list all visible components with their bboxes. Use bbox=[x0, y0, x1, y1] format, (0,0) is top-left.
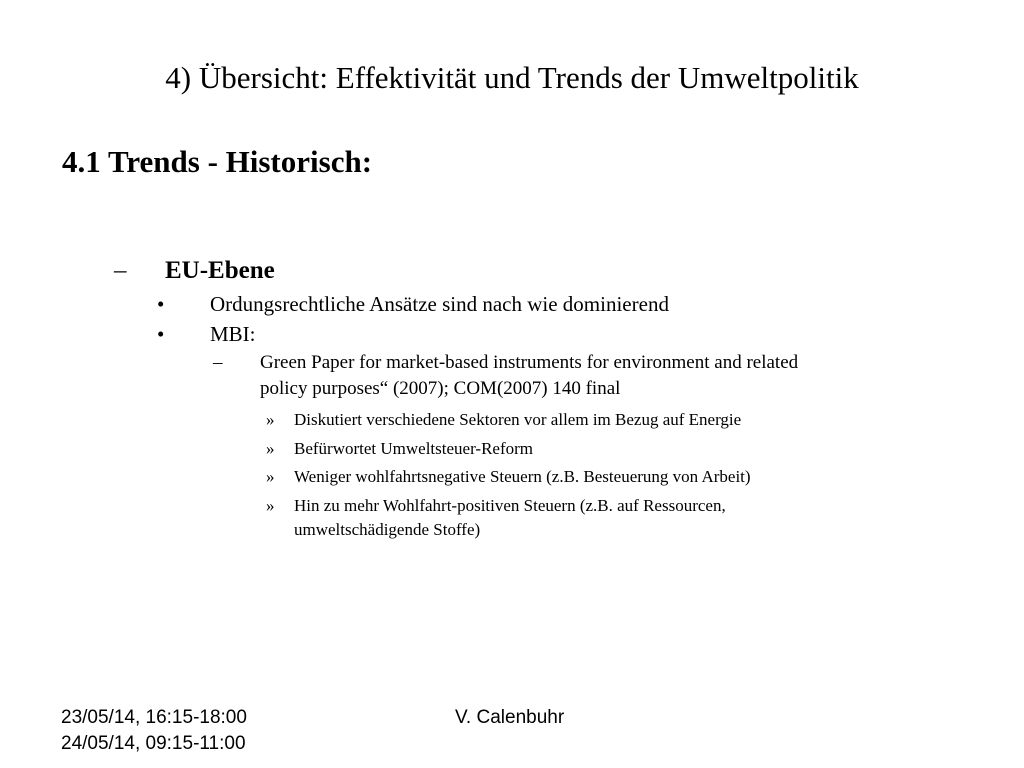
slide-title: 4) Übersicht: Effektivität und Trends der Umweltpolitik bbox=[165, 60, 859, 95]
chevron-marker: » bbox=[266, 439, 275, 458]
footer-dates bbox=[61, 705, 247, 757]
point-text: Weniger wohlfahrtsnegative Steuern (z.B. Besteuerung von Arbeit) bbox=[294, 467, 751, 486]
footer-author: V. Calenbuhr bbox=[455, 707, 565, 728]
dash-marker: – bbox=[213, 352, 223, 373]
footer-date-line: 24/05/14, 09:15-11:00 bbox=[61, 733, 246, 754]
outline-heading-eu-ebene: EU-Ebene bbox=[165, 257, 275, 284]
bullet-marker: • bbox=[157, 322, 165, 346]
chevron-marker: » bbox=[266, 410, 275, 429]
point-text: Befürwortet Umweltsteuer-Reform bbox=[294, 439, 533, 458]
chevron-marker: » bbox=[266, 467, 275, 486]
point-text: Diskutiert verschiedene Sektoren vor allem im Bezug auf Energie bbox=[294, 410, 742, 429]
green-paper-line: Green Paper for market-based instruments for environment and related bbox=[260, 352, 799, 373]
dash-marker: – bbox=[114, 257, 127, 284]
green-paper-line: policy purposes“ (2007); COM(2007) 140 final bbox=[260, 378, 621, 399]
point-text: Hin zu mehr Wohlfahrt-positiven Steuern (z.B. auf Ressourcen, bbox=[294, 496, 726, 515]
chevron-marker: » bbox=[266, 496, 275, 515]
bullet-text: Ordungsrechtliche Ansätze sind nach wie dominierend bbox=[210, 292, 669, 316]
footer-date-line: 23/05/14, 16:15-18:00 bbox=[61, 707, 247, 728]
section-heading: 4.1 Trends - Historisch: bbox=[62, 144, 373, 179]
point-text: umweltschädigende Stoffe) bbox=[294, 520, 481, 539]
bullet-text: MBI: bbox=[210, 322, 256, 346]
bullet-marker: • bbox=[157, 292, 165, 316]
